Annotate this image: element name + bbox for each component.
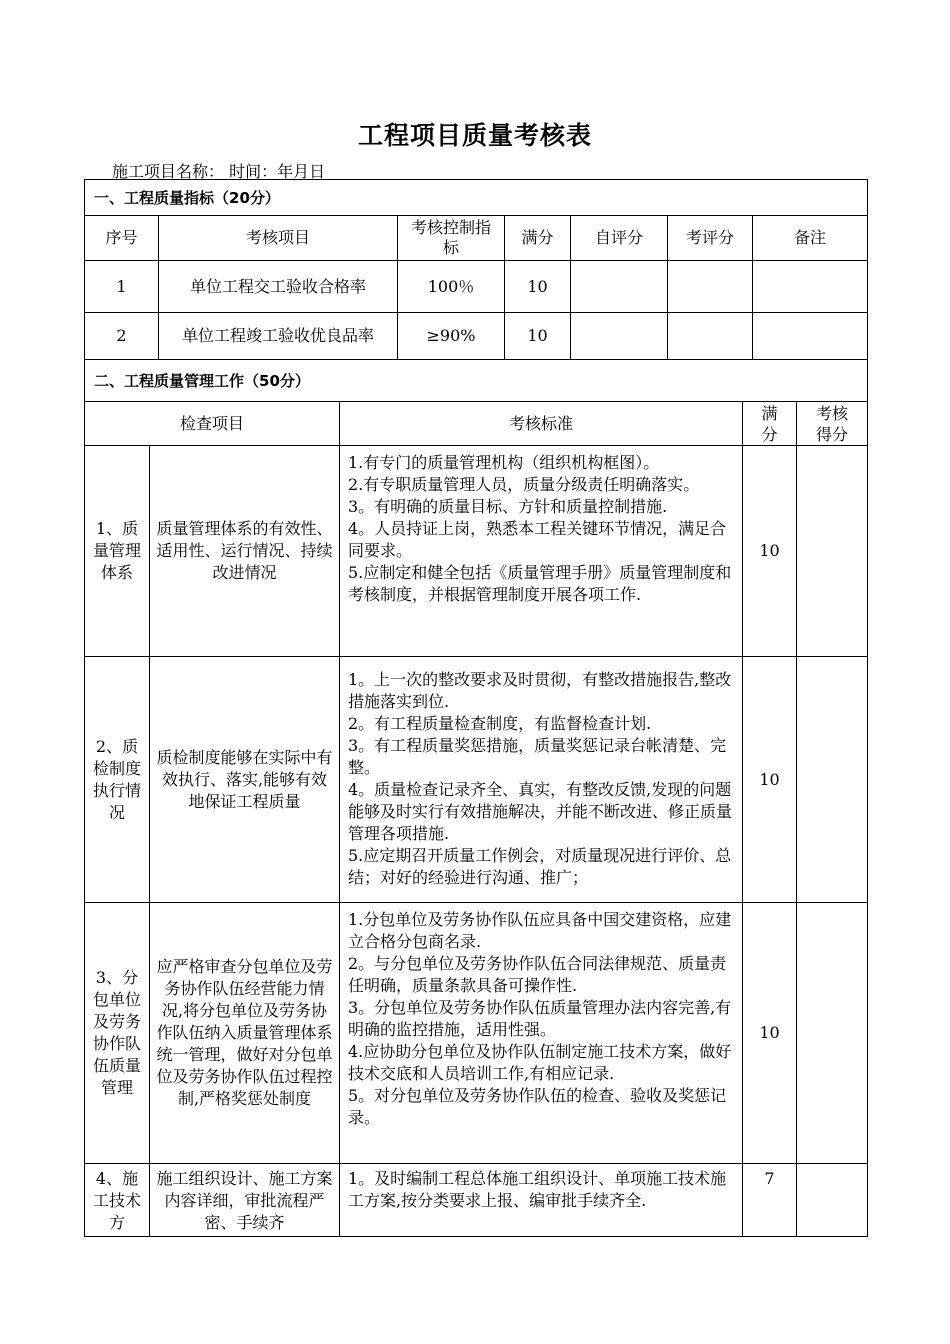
- header-seq: 序号: [85, 216, 159, 261]
- standard-list: [340, 657, 743, 903]
- assessed-score[interactable]: [797, 446, 868, 657]
- check-name: 3、分包单位及劳务协作队伍质量管理: [85, 903, 150, 1164]
- standard-line: 5。对分包单位及劳务协作队伍的检查、验收及奖惩记录。: [348, 1086, 727, 1127]
- row-item: 单位工程竣工验收优良品率: [159, 313, 398, 360]
- header-standard: 考核标准: [340, 402, 743, 446]
- table-row: [85, 657, 868, 903]
- standard-list: [340, 903, 743, 1164]
- table-row: [85, 903, 868, 1164]
- header-full: 满分: [743, 402, 797, 446]
- table-row: [85, 261, 868, 313]
- standard-line: 2.有专职质量管理人员，质量分级责任明确落实。: [348, 475, 700, 494]
- check-name: 4、施工技术方: [85, 1164, 150, 1237]
- full-score: 10: [743, 903, 797, 1164]
- standard-line: 3。有明确的质量目标、方针和质量控制措施.: [348, 497, 668, 516]
- section2-heading: 二、工程质量管理工作（50分）: [85, 360, 868, 402]
- full-score: 10: [743, 657, 797, 903]
- quality-indicator-table: [84, 179, 868, 360]
- header-full: 满分: [505, 216, 571, 261]
- check-name: 1、质量管理体系: [85, 446, 150, 657]
- page-title: 工程项目质量考核表: [357, 121, 592, 150]
- row-indicator: 100％: [398, 261, 505, 313]
- standard-line: 1。及时编制工程总体施工组织设计、单项施工技术施工方案,按分类要求上报、编审批手续齐全.: [348, 1169, 727, 1210]
- check-item: 质检制度能够在实际中有效执行、落实,能够有效地保证工程质量: [150, 657, 340, 903]
- standard-line: 1.有专门的质量管理机构（组织机构框图）。: [348, 453, 660, 472]
- row-full: 10: [505, 261, 571, 313]
- header-note: 备注: [753, 216, 868, 261]
- standard-line: 5.应制定和健全包括《质量管理手册》质量管理制度和考核制度，并根据管理制度开展各项工作.: [348, 563, 732, 604]
- standard-line: 3。有工程质量奖惩措施，质量奖惩记录台帐清楚、完整。: [348, 736, 727, 777]
- table-row: [85, 1164, 868, 1237]
- row-note[interactable]: [753, 261, 868, 313]
- check-item: 施工组织设计、施工方案内容详细，审批流程严密、手续齐: [150, 1164, 340, 1237]
- quality-management-table: [84, 359, 868, 1237]
- check-item: 质量管理体系的有效性、适用性、运行情况、持续改进情况: [150, 446, 340, 657]
- row-item: 单位工程交工验收合格率: [159, 261, 398, 313]
- table-row: [85, 313, 868, 360]
- full-score: 7: [743, 1164, 797, 1237]
- header-indicator: 考核控制指标: [398, 216, 505, 261]
- row-self-score[interactable]: [571, 313, 668, 360]
- header-eval: 考评分: [668, 216, 753, 261]
- assessed-score[interactable]: [797, 657, 868, 903]
- row-eval-score[interactable]: [668, 313, 753, 360]
- section1-heading: 一、工程质量指标（20分）: [85, 180, 868, 216]
- standard-line: 5.应定期召开质量工作例会，对质量现况进行评价、总结；对好的经验进行沟通、推广；: [348, 846, 732, 887]
- check-name: 2、质检制度执行情况: [85, 657, 150, 903]
- standard-line: 2。与分包单位及劳务协作队伍合同法律规范、质量责任明确，质量条款具备可操作性.: [348, 954, 727, 995]
- row-note[interactable]: [753, 313, 868, 360]
- assessed-score[interactable]: [797, 903, 868, 1164]
- row-self-score[interactable]: [571, 261, 668, 313]
- header-score: 考核得分: [797, 402, 868, 446]
- standard-list: [340, 446, 743, 657]
- header-check-item: 检查项目: [85, 402, 340, 446]
- standard-line: 4。人员持证上岗，熟悉本工程关键环节情况，满足合同要求。: [348, 519, 727, 560]
- table-row: [85, 446, 868, 657]
- row-seq: 2: [85, 313, 159, 360]
- row-seq: 1: [85, 261, 159, 313]
- standard-line: 1。上一次的整改要求及时贯彻，有整改措施报告,整改措施落实到位.: [348, 670, 732, 711]
- standard-line: 3。分包单位及劳务协作队伍质量管理办法内容完善,有明确的监控措施，适用性强。: [348, 998, 732, 1039]
- standard-line: 2。有工程质量检查制度，有监督检查计划.: [348, 714, 652, 733]
- full-score: 10: [743, 446, 797, 657]
- standard-line: 4。质量检查记录齐全、真实，有整改反馈,发现的问题能够及时实行有效措施解决，并能不断改进、修正质量管理各项措施.: [348, 780, 733, 843]
- project-info-line: 施工项目名称： 时间：年月日: [112, 162, 326, 181]
- row-eval-score[interactable]: [668, 261, 753, 313]
- standard-list: [340, 1164, 743, 1237]
- standard-line: 1.分包单位及劳务协作队伍应具备中国交建资格，应建立合格分包商名录.: [348, 910, 732, 951]
- header-self: 自评分: [571, 216, 668, 261]
- standard-line: 4.应协助分包单位及协作队伍制定施工技术方案，做好技术交底和人员培训工作,有相应记录.: [348, 1042, 732, 1083]
- row-indicator: ≥90%: [398, 313, 505, 360]
- header-item: 考核项目: [159, 216, 398, 261]
- check-item: 应严格审查分包单位及劳务协作队伍经营能力情况,将分包单位及劳务协作队伍纳入质量管理体系统一管理，做好对分包单位及劳务协作队伍过程控制,严格奖惩处制度: [150, 903, 340, 1164]
- assessed-score[interactable]: [797, 1164, 868, 1237]
- row-full: 10: [505, 313, 571, 360]
